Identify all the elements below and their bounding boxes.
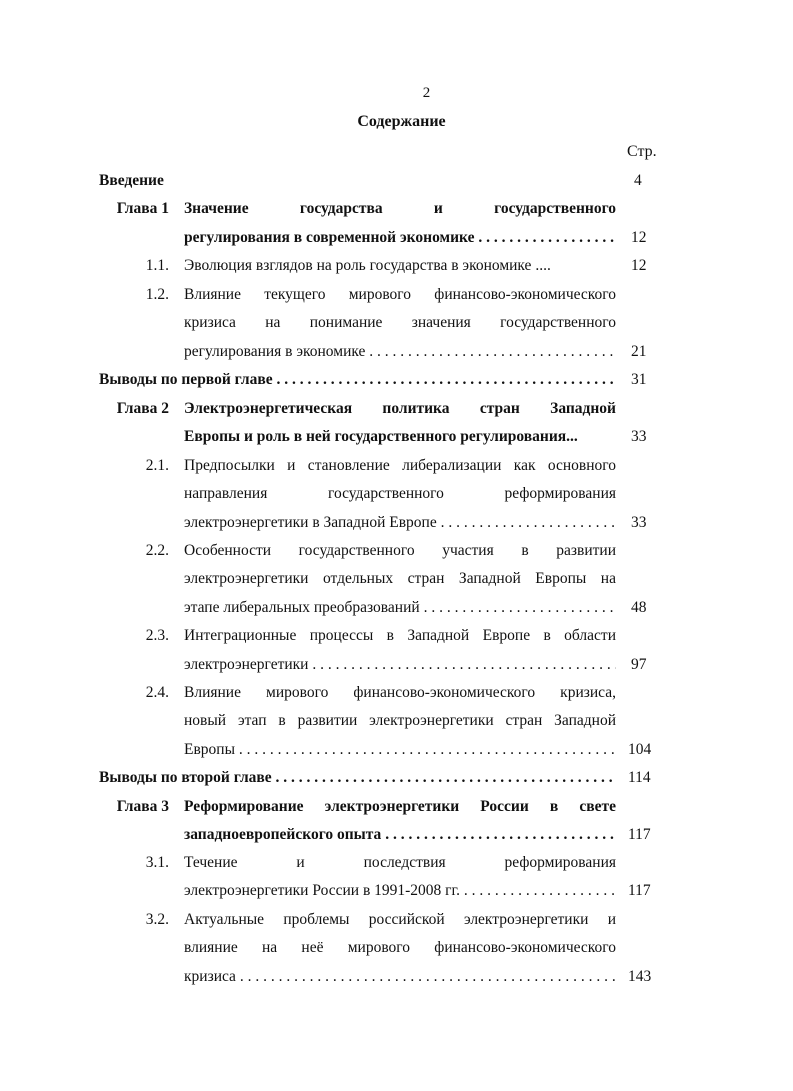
toc-section-2-1-page: 33 <box>631 514 647 531</box>
toc-entry-section-2-2-cont <box>0 567 793 591</box>
toc-entry-chapter-1 <box>0 197 793 221</box>
toc-section-2-2-title-line: Особенности государственного участия в развитии <box>184 542 616 559</box>
toc-entry-chapter-3 <box>0 795 793 819</box>
toc-entry-section-2-1 <box>0 454 793 478</box>
toc-entry-section-2-4-cont <box>0 738 793 762</box>
toc-chapter-1-title-line: регулирования в современной экономике . . . <box>184 226 616 250</box>
toc-section-3-2-title-line: кризиса . . . <box>184 965 616 989</box>
toc-entry-chapter-3-cont <box>0 823 793 847</box>
toc-section-3-1-title-line: Течение и последствия реформирования <box>184 854 616 871</box>
toc-entry-section-3-1-cont <box>0 879 793 903</box>
toc-section-1-2-number: 1.2. <box>145 286 169 303</box>
toc-chapter-2-page: 33 <box>631 428 647 445</box>
toc-conclusion-2-label: Выводы по второй главе . . . <box>99 766 616 790</box>
toc-entry-section-2-3-cont <box>0 653 793 677</box>
toc-section-2-2-title-line: электроэнергетики отдельных стран Западной Европы на <box>184 570 616 587</box>
toc-conclusion-1-label: Выводы по первой главе . . . <box>99 368 616 392</box>
toc-section-1-1-page: 12 <box>631 257 647 274</box>
toc-section-1-2-page: 21 <box>631 343 647 360</box>
toc-entry-intro <box>0 169 793 193</box>
toc-section-2-2-title-line: этапе либеральных преобразований . . . <box>184 596 616 620</box>
toc-section-1-1-title-line: Эволюция взглядов на роль государства в экономике .... <box>184 257 551 274</box>
toc-section-3-2-title-line: влияние на неё мирового финансово-экономического <box>184 939 616 956</box>
toc-entry-section-2-2 <box>0 539 793 563</box>
toc-section-1-2-title-line: кризиса на понимание значения государственного <box>184 314 616 331</box>
toc-chapter-3-title-line: западноевропейского опыта . . . <box>184 823 616 847</box>
toc-section-2-4-page: 104 <box>628 741 652 758</box>
toc-entry-section-1-1 <box>0 254 793 278</box>
toc-intro-page: 4 <box>634 172 642 189</box>
toc-section-2-4-title-line: Европы . . . <box>184 738 616 762</box>
toc-conclusion-2-page: 114 <box>628 769 651 786</box>
toc-section-3-2-number: 3.2. <box>145 911 169 928</box>
toc-chapter-3-title-line: Реформирование электроэнергетики России в свете <box>184 798 616 815</box>
toc-section-3-1-page: 117 <box>628 882 651 899</box>
toc-entry-section-1-2-cont <box>0 311 793 335</box>
toc-section-2-4-title-line: Влияние мирового финансово-экономического кризиса, <box>184 684 616 701</box>
toc-entry-conclusion-1 <box>0 368 793 392</box>
toc-conclusion-1-page: 31 <box>631 371 647 388</box>
toc-intro-label: Введение <box>99 172 164 189</box>
toc-entry-section-2-3 <box>0 624 793 648</box>
toc-entry-section-2-4 <box>0 681 793 705</box>
toc-chapter-3-number: Глава 3 <box>116 798 169 815</box>
toc-section-2-3-title-line: Интеграционные процессы в Западной Европе в области <box>184 627 616 644</box>
toc-entry-section-3-2-cont <box>0 936 793 960</box>
toc-section-3-1-number: 3.1. <box>145 854 169 871</box>
toc-chapter-1-title-line: Значение государства и государственного <box>184 200 616 217</box>
toc-section-3-2-title-line: Актуальные проблемы российской электроэнергетики и <box>184 911 616 928</box>
toc-section-3-1-title-line: электроэнергетики России в 1991-2008 гг. . . . <box>184 879 616 903</box>
toc-entry-section-1-2 <box>0 283 793 307</box>
toc-entry-conclusion-2 <box>0 766 793 790</box>
toc-entry-chapter-1-cont <box>0 226 793 250</box>
toc-section-2-1-number: 2.1. <box>145 457 169 474</box>
toc-chapter-3-page: 117 <box>628 826 651 843</box>
toc-entry-section-3-2 <box>0 908 793 932</box>
toc-entry-chapter-2-cont <box>0 425 793 449</box>
toc-section-1-1-number: 1.1. <box>145 257 169 274</box>
toc-section-2-4-number: 2.4. <box>145 684 169 701</box>
page-number: 2 <box>422 85 431 101</box>
toc-entry-section-2-1-cont <box>0 482 793 506</box>
toc-section-2-3-number: 2.3. <box>145 627 169 644</box>
toc-section-2-3-title-line: электроэнергетики . . . <box>184 653 616 677</box>
toc-section-2-2-page: 48 <box>631 599 647 616</box>
toc-entry-section-2-4-cont <box>0 709 793 733</box>
toc-entry-chapter-2 <box>0 397 793 421</box>
toc-chapter-2-number: Глава 2 <box>116 400 169 417</box>
toc-section-2-2-number: 2.2. <box>145 542 169 559</box>
toc-entry-section-3-1 <box>0 851 793 875</box>
toc-entry-section-2-1-cont <box>0 511 793 535</box>
toc-section-2-1-title-line: Предпосылки и становление либерализации как основного <box>184 457 616 474</box>
toc-section-2-3-page: 97 <box>631 656 647 673</box>
page-title: Содержание <box>357 113 446 130</box>
page-column-header: Стр. <box>627 143 657 160</box>
toc-entry-section-2-2-cont <box>0 596 793 620</box>
toc-entry-section-3-2-cont <box>0 965 793 989</box>
toc-section-1-2-title-line: Влияние текущего мирового финансово-экономического <box>184 286 616 303</box>
toc-entry-section-1-2-cont <box>0 340 793 364</box>
toc-section-3-2-page: 143 <box>628 968 652 985</box>
toc-section-2-1-title-line: электроэнергетики в Западной Европе . . . <box>184 511 616 535</box>
toc-chapter-2-title-line: Европы и роль в ней государственного регулирования... <box>184 428 578 445</box>
toc-section-2-4-title-line: новый этап в развитии электроэнергетики стран Западной <box>184 712 616 729</box>
toc-chapter-2-title-line: Электроэнергетическая политика стран Западной <box>184 400 616 417</box>
toc-section-2-1-title-line: направления государственного реформирования <box>184 485 616 502</box>
toc-chapter-1-number: Глава 1 <box>116 200 169 217</box>
toc-section-1-2-title-line: регулирования в экономике . . . <box>184 340 616 364</box>
toc-chapter-1-page: 12 <box>631 229 647 246</box>
